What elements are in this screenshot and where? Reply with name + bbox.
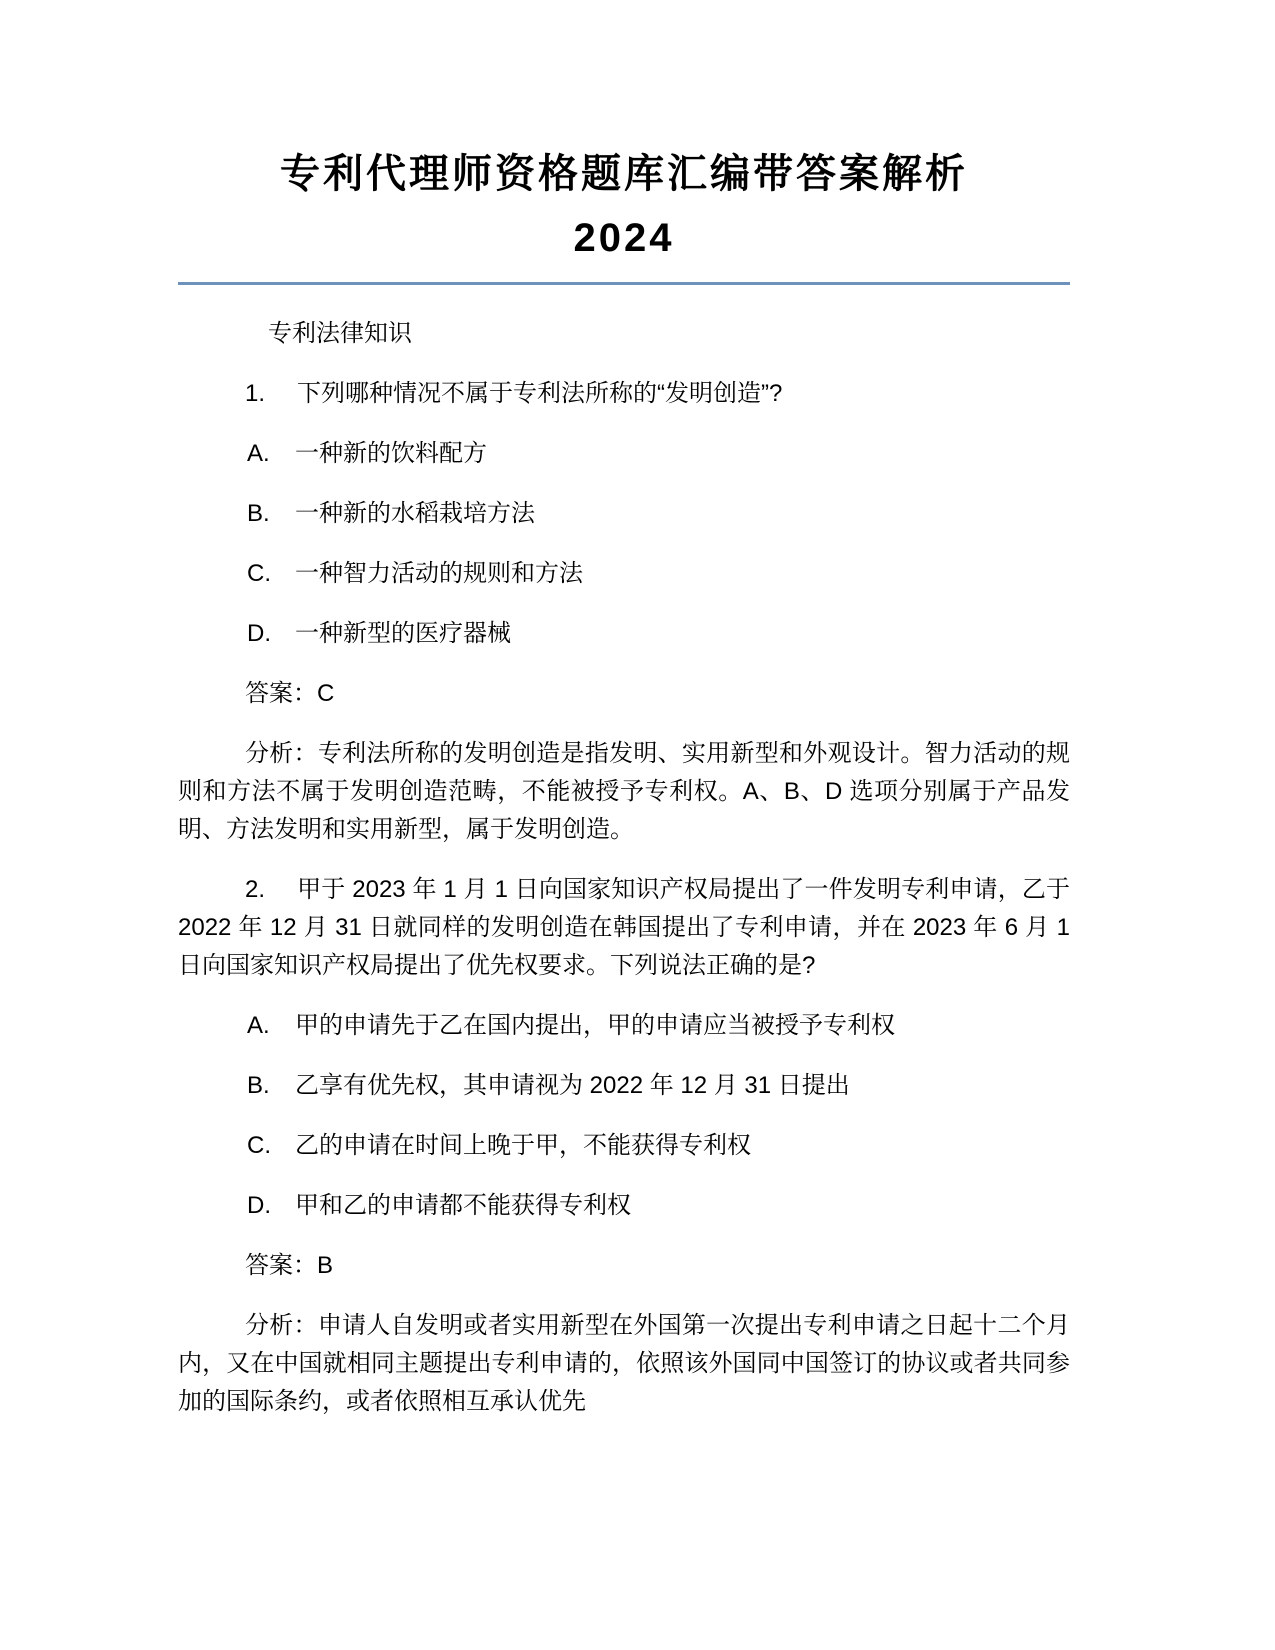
page-title: 专利代理师资格题库汇编带答案解析 <box>280 152 968 196</box>
option-text: 一种新的水稻栽培方法 <box>295 500 535 527</box>
answer-line: 答案：C <box>245 680 335 707</box>
option-label: A. <box>247 440 270 467</box>
option-text: 一种新的饮料配方 <box>295 440 487 467</box>
page-title-year: 2024 <box>573 216 675 260</box>
question-paragraph <box>178 871 1070 985</box>
option-label: B. <box>247 500 270 527</box>
option-row <box>178 555 1070 593</box>
option-row <box>178 1067 1070 1105</box>
option-text: 甲和乙的申请都不能获得专利权 <box>295 1192 631 1219</box>
option-text: 一种新型的医疗器械 <box>295 620 511 647</box>
option-label: D. <box>247 620 271 647</box>
analysis-paragraph: 分析：申请人自发明或者实用新型在外国第一次提出专利申请之日起十二个月内，又在中国就相同主题提出专利申请的，依照该外国同中国签订的协议或者共同参加的国际条约，或者依照相互承认优先 <box>178 1312 1070 1415</box>
question-paragraph <box>178 375 1070 413</box>
option-row <box>178 435 1070 473</box>
option-label: A. <box>247 1012 270 1039</box>
question-number: 1. <box>245 380 266 407</box>
section-label: 专利法律知识 <box>268 320 412 347</box>
option-text: 甲的申请先于乙在国内提出，甲的申请应当被授予专利权 <box>295 1012 895 1039</box>
option-label: D. <box>247 1192 271 1219</box>
option-row <box>178 615 1070 653</box>
question-text: 甲于 2023 年 1 月 1 日向国家知识产权局提出了一件发明专利申请，乙于 2022 年 12 月 31 日就同样的发明创造在韩国提出了专利申请，并在 2023 年 6 月 1 日向国家知识产权局提出了优先权要求。下列说法正确的是? <box>178 876 1070 979</box>
document-title-block <box>178 142 1070 270</box>
question-number: 2. <box>245 876 266 903</box>
answer-line: 答案：B <box>245 1252 334 1279</box>
question-text: 下列哪种情况不属于专利法所称的“发明创造”? <box>297 380 783 407</box>
option-text: 一种智力活动的规则和方法 <box>295 560 583 587</box>
option-label: C. <box>247 1132 271 1159</box>
option-label: B. <box>247 1072 270 1099</box>
option-row <box>178 495 1070 533</box>
option-text: 乙享有优先权，其申请视为 2022 年 12 月 31 日提出 <box>295 1072 850 1099</box>
option-row <box>178 1127 1070 1165</box>
title-divider <box>178 282 1070 285</box>
option-label: C. <box>247 560 271 587</box>
option-text: 乙的申请在时间上晚于甲，不能获得专利权 <box>295 1132 751 1159</box>
option-row <box>178 1187 1070 1225</box>
analysis-paragraph: 分析：专利法所称的发明创造是指发明、实用新型和外观设计。智力活动的规则和方法不属于发明创造范畴，不能被授予专利权。A、B、D 选项分别属于产品发明、方法发明和实用新型，属于发明创造。 <box>178 740 1070 843</box>
option-row <box>178 1007 1070 1045</box>
